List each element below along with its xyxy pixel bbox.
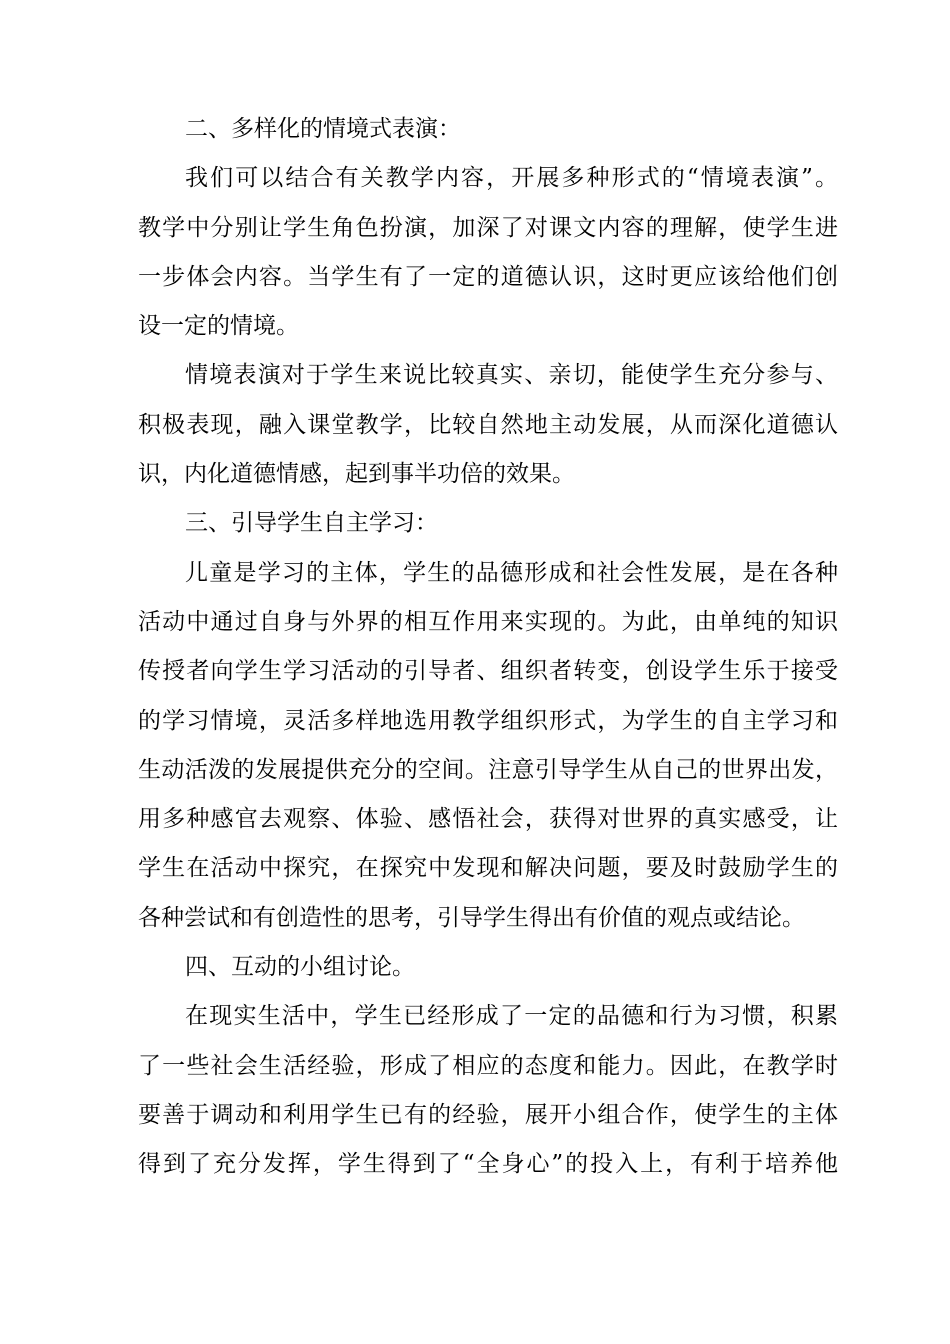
section-heading-3: 三、引导学生自主学习： <box>185 510 438 537</box>
paragraph-line: 教学中分别让学生角色扮演，加深了对课文内容的理解，使学生进 <box>138 214 838 241</box>
paragraph-line: 学生在活动中探究，在探究中发现和解决问题，要及时鼓励学生的 <box>138 855 838 882</box>
paragraph-line: 得到了充分发挥，学生得到了“全身心”的投入上，有利于培养他 <box>138 1151 838 1178</box>
section-heading-2: 二、多样化的情境式表演： <box>185 116 461 142</box>
paragraph-line: 设一定的情境。 <box>138 313 299 340</box>
paragraph-line: 活动中通过自身与外界的相互作用来实现的。为此，由单纯的知识 <box>138 608 838 635</box>
paragraph-line: 各种尝试和有创造性的思考，引导学生得出有价值的观点或结论。 <box>138 904 805 931</box>
paragraph-line: 一步体会内容。当学生有了一定的道德认识，这时更应该给他们创 <box>138 263 838 290</box>
paragraph-line: 儿童是学习的主体，学生的品德形成和社会性发展，是在各种 <box>185 559 838 586</box>
paragraph-line: 要善于调动和利用学生已有的经验，展开小组合作，使学生的主体 <box>138 1101 838 1128</box>
paragraph-line: 在现实生活中，学生已经形成了一定的品德和行为习惯，积累 <box>185 1003 838 1030</box>
paragraph-line: 了一些社会生活经验，形成了相应的态度和能力。因此，在教学时 <box>138 1052 838 1079</box>
paragraph-line: 积极表现，融入课堂教学，比较自然地主动发展，从而深化道德认 <box>138 411 838 438</box>
paragraph-line: 的学习情境，灵活多样地选用教学组织形式，为学生的自主学习和 <box>138 707 838 734</box>
paragraph-line: 用多种感官去观察、体验、感悟社会，获得对世界的真实感受，让 <box>138 806 838 833</box>
paragraph-line: 生动活泼的发展提供充分的空间。注意引导学生从自己的世界出发， <box>138 756 838 783</box>
paragraph-line: 传授者向学生学习活动的引导者、组织者转变，创设学生乐于接受 <box>138 658 838 685</box>
paragraph-line: 情境表演对于学生来说比较真实、亲切，能使学生充分参与、 <box>185 362 838 389</box>
paragraph-line: 我们可以结合有关教学内容，开展多种形式的“情境表演”。 <box>185 165 838 192</box>
section-heading-4: 四、互动的小组讨论。 <box>185 954 415 981</box>
document-body <box>138 105 838 1190</box>
paragraph-line: 识，内化道德情感，起到事半功倍的效果。 <box>138 461 575 488</box>
